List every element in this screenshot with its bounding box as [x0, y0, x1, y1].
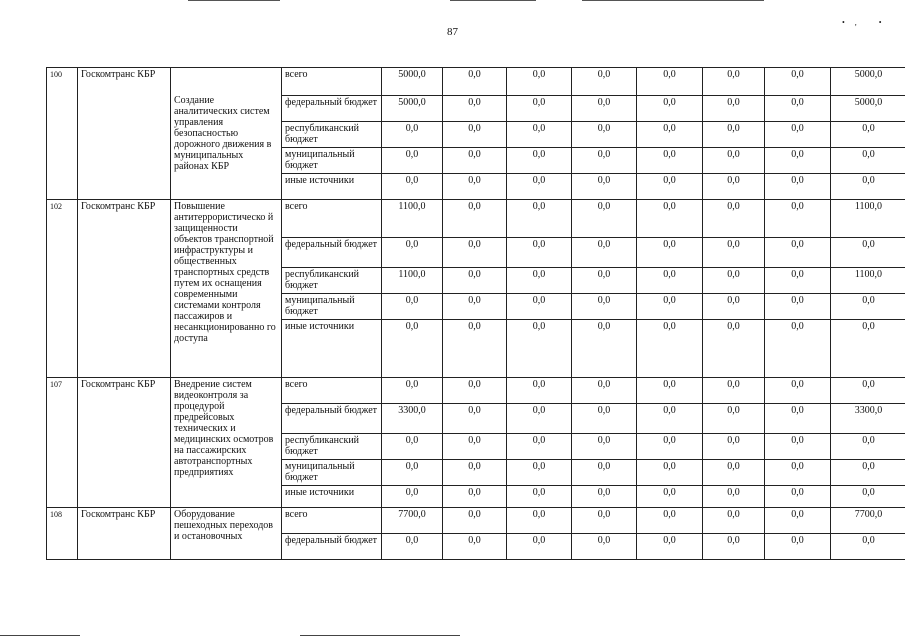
- funding-value: 0,0: [703, 486, 765, 508]
- funding-value: 0,0: [703, 434, 765, 460]
- measure-description: Оборудование пешеходных переходов и остановочных: [171, 508, 282, 560]
- funding-value: 0,0: [443, 294, 507, 320]
- funding-value: 0,0: [765, 460, 831, 486]
- funding-value: 0,0: [443, 268, 507, 294]
- funding-value: 0,0: [703, 320, 765, 378]
- funding-value: 0,0: [507, 148, 572, 174]
- responsible-organization: Госкомтранс КБР: [78, 200, 171, 378]
- funding-source-label: иные источники: [282, 320, 382, 378]
- table-row: [47, 508, 905, 534]
- funding-value: 0,0: [637, 320, 703, 378]
- responsible-organization: Госкомтранс КБР: [78, 378, 171, 508]
- funding-value: 0,0: [507, 238, 572, 268]
- table-row: [47, 68, 905, 96]
- measure-description: Повышение антитеррористическо й защищенности объектов транспортной инфраструктуры и общественных транспортных средств путем их оснащения современными системами контроля пассажиров и несанкционированно го доступа: [171, 200, 282, 378]
- funding-value: 7700,0: [831, 508, 905, 534]
- funding-value: 0,0: [443, 486, 507, 508]
- funding-value: 0,0: [831, 486, 905, 508]
- funding-value: 0,0: [382, 294, 443, 320]
- funding-value: 0,0: [572, 96, 637, 122]
- funding-value: 0,0: [765, 294, 831, 320]
- funding-value: 0,0: [831, 238, 905, 268]
- funding-value: 0,0: [382, 320, 443, 378]
- funding-value: 0,0: [765, 122, 831, 148]
- funding-value: 0,0: [703, 68, 765, 96]
- funding-value: 0,0: [507, 294, 572, 320]
- funding-value: 0,0: [507, 68, 572, 96]
- funding-value: 0,0: [703, 200, 765, 238]
- scan-top-rule-mid: [450, 0, 536, 1]
- measure-number: 107: [47, 378, 78, 508]
- funding-value: 0,0: [831, 320, 905, 378]
- funding-value: 0,0: [637, 404, 703, 434]
- funding-value: 0,0: [831, 460, 905, 486]
- funding-value: 0,0: [572, 508, 637, 534]
- funding-value: 0,0: [507, 200, 572, 238]
- funding-value: 0,0: [703, 238, 765, 268]
- funding-value: 0,0: [382, 434, 443, 460]
- funding-value: 0,0: [572, 174, 637, 200]
- scan-top-rule-right: [582, 0, 764, 1]
- funding-value: 0,0: [443, 320, 507, 378]
- funding-value: 0,0: [443, 122, 507, 148]
- funding-value: 0,0: [382, 174, 443, 200]
- funding-value: 0,0: [443, 148, 507, 174]
- funding-value: 0,0: [572, 404, 637, 434]
- funding-value: 0,0: [443, 68, 507, 96]
- funding-value: 0,0: [703, 294, 765, 320]
- funding-value: 0,0: [507, 486, 572, 508]
- funding-value: 0,0: [382, 534, 443, 560]
- funding-value: 0,0: [637, 378, 703, 404]
- scan-specks: •, •: [842, 18, 892, 27]
- funding-value: 0,0: [765, 148, 831, 174]
- funding-value: 0,0: [831, 378, 905, 404]
- funding-value: 0,0: [507, 404, 572, 434]
- funding-value: 0,0: [637, 268, 703, 294]
- funding-value: 0,0: [572, 238, 637, 268]
- funding-value: 0,0: [572, 68, 637, 96]
- funding-value: 0,0: [703, 174, 765, 200]
- funding-value: 0,0: [443, 200, 507, 238]
- funding-value: 0,0: [443, 96, 507, 122]
- funding-value: 0,0: [507, 96, 572, 122]
- funding-value: 0,0: [765, 486, 831, 508]
- responsible-organization: Госкомтранс КБР: [78, 68, 171, 200]
- measure-description: Внедрение систем видеоконтроля за процедурой предрейсовых технических и медицинских осмотров на пассажирских автотранспортных предприятиях: [171, 378, 282, 508]
- funding-value: 0,0: [765, 268, 831, 294]
- funding-value: 5000,0: [831, 68, 905, 96]
- funding-value: 0,0: [637, 238, 703, 268]
- funding-value: 0,0: [637, 174, 703, 200]
- funding-value: 0,0: [703, 508, 765, 534]
- funding-value: 0,0: [831, 174, 905, 200]
- funding-value: 0,0: [572, 320, 637, 378]
- funding-value: 0,0: [572, 486, 637, 508]
- budget-table: [46, 67, 905, 560]
- funding-source-label: муниципальный бюджет: [282, 460, 382, 486]
- funding-value: 0,0: [572, 434, 637, 460]
- funding-value: 0,0: [382, 460, 443, 486]
- responsible-organization: Госкомтранс КБР: [78, 508, 171, 560]
- funding-value: 0,0: [443, 378, 507, 404]
- funding-value: 0,0: [382, 486, 443, 508]
- funding-value: 0,0: [831, 148, 905, 174]
- funding-value: 0,0: [637, 294, 703, 320]
- funding-value: 0,0: [507, 460, 572, 486]
- funding-value: 0,0: [703, 96, 765, 122]
- funding-value: 0,0: [703, 404, 765, 434]
- funding-value: 0,0: [443, 404, 507, 434]
- funding-value: 0,0: [637, 68, 703, 96]
- funding-value: 0,0: [382, 122, 443, 148]
- funding-value: 0,0: [831, 122, 905, 148]
- funding-value: 0,0: [443, 434, 507, 460]
- funding-value: 0,0: [507, 268, 572, 294]
- funding-source-label: иные источники: [282, 174, 382, 200]
- funding-value: 7700,0: [382, 508, 443, 534]
- funding-value: 1100,0: [831, 268, 905, 294]
- funding-value: 3300,0: [831, 404, 905, 434]
- table-row: [47, 200, 905, 238]
- funding-value: 0,0: [637, 534, 703, 560]
- funding-source-label: федеральный бюджет: [282, 534, 382, 560]
- measure-description: Создание аналитических систем управления безопасностью дорожного движения в муниципальных районах КБР: [171, 68, 282, 200]
- funding-value: 0,0: [765, 534, 831, 560]
- funding-source-label: федеральный бюджет: [282, 96, 382, 122]
- funding-value: 0,0: [382, 148, 443, 174]
- funding-value: 0,0: [765, 378, 831, 404]
- funding-value: 1100,0: [831, 200, 905, 238]
- funding-source-label: республиканский бюджет: [282, 268, 382, 294]
- funding-value: 0,0: [572, 122, 637, 148]
- funding-value: 0,0: [507, 320, 572, 378]
- funding-source-label: всего: [282, 508, 382, 534]
- funding-value: 0,0: [765, 238, 831, 268]
- funding-value: 0,0: [765, 68, 831, 96]
- funding-value: 0,0: [637, 508, 703, 534]
- page-number: 87: [447, 26, 458, 38]
- funding-source-label: федеральный бюджет: [282, 404, 382, 434]
- funding-value: 0,0: [703, 534, 765, 560]
- funding-value: 0,0: [443, 174, 507, 200]
- funding-value: 3300,0: [382, 404, 443, 434]
- funding-source-label: иные источники: [282, 486, 382, 508]
- funding-value: 0,0: [765, 200, 831, 238]
- funding-source-label: всего: [282, 68, 382, 96]
- funding-value: 5000,0: [382, 68, 443, 96]
- funding-value: 0,0: [765, 434, 831, 460]
- funding-value: 5000,0: [382, 96, 443, 122]
- funding-value: 0,0: [765, 174, 831, 200]
- funding-value: 0,0: [443, 238, 507, 268]
- funding-source-label: всего: [282, 378, 382, 404]
- funding-source-label: всего: [282, 200, 382, 238]
- scan-bottom-rule-right: [300, 635, 460, 636]
- funding-value: 0,0: [765, 96, 831, 122]
- funding-value: 0,0: [382, 238, 443, 268]
- funding-value: 0,0: [765, 404, 831, 434]
- budget-table-body: [47, 68, 905, 560]
- funding-value: 0,0: [637, 460, 703, 486]
- funding-value: 0,0: [637, 122, 703, 148]
- funding-value: 0,0: [572, 200, 637, 238]
- funding-value: 0,0: [637, 434, 703, 460]
- funding-value: 0,0: [572, 534, 637, 560]
- funding-value: 5000,0: [831, 96, 905, 122]
- funding-value: 0,0: [443, 534, 507, 560]
- funding-value: 0,0: [831, 434, 905, 460]
- funding-value: 0,0: [831, 534, 905, 560]
- scan-top-rule-left: [188, 0, 280, 1]
- funding-value: 0,0: [703, 460, 765, 486]
- funding-value: 0,0: [703, 378, 765, 404]
- funding-value: 0,0: [507, 434, 572, 460]
- funding-value: 0,0: [637, 148, 703, 174]
- funding-value: 1100,0: [382, 200, 443, 238]
- funding-value: 0,0: [507, 508, 572, 534]
- measure-number: 102: [47, 200, 78, 378]
- funding-value: 0,0: [507, 174, 572, 200]
- measure-number: 108: [47, 508, 78, 560]
- funding-value: 0,0: [831, 294, 905, 320]
- funding-source-label: муниципальный бюджет: [282, 148, 382, 174]
- funding-value: 0,0: [507, 122, 572, 148]
- funding-value: 0,0: [572, 460, 637, 486]
- funding-value: 0,0: [572, 294, 637, 320]
- funding-value: 0,0: [765, 508, 831, 534]
- funding-value: 0,0: [443, 508, 507, 534]
- funding-value: 0,0: [637, 96, 703, 122]
- measure-number: 100: [47, 68, 78, 200]
- funding-value: 0,0: [572, 148, 637, 174]
- funding-value: 0,0: [703, 268, 765, 294]
- funding-source-label: муниципальный бюджет: [282, 294, 382, 320]
- funding-value: 0,0: [507, 534, 572, 560]
- funding-value: 0,0: [443, 460, 507, 486]
- funding-source-label: республиканский бюджет: [282, 434, 382, 460]
- funding-value: 0,0: [382, 378, 443, 404]
- funding-value: 0,0: [703, 148, 765, 174]
- funding-value: 0,0: [703, 122, 765, 148]
- table-row: [47, 378, 905, 404]
- funding-value: 1100,0: [382, 268, 443, 294]
- funding-value: 0,0: [572, 268, 637, 294]
- funding-value: 0,0: [507, 378, 572, 404]
- funding-source-label: республиканский бюджет: [282, 122, 382, 148]
- scan-bottom-rule-left: [0, 635, 80, 636]
- funding-source-label: федеральный бюджет: [282, 238, 382, 268]
- funding-value: 0,0: [637, 486, 703, 508]
- funding-value: 0,0: [637, 200, 703, 238]
- funding-value: 0,0: [765, 320, 831, 378]
- funding-value: 0,0: [572, 378, 637, 404]
